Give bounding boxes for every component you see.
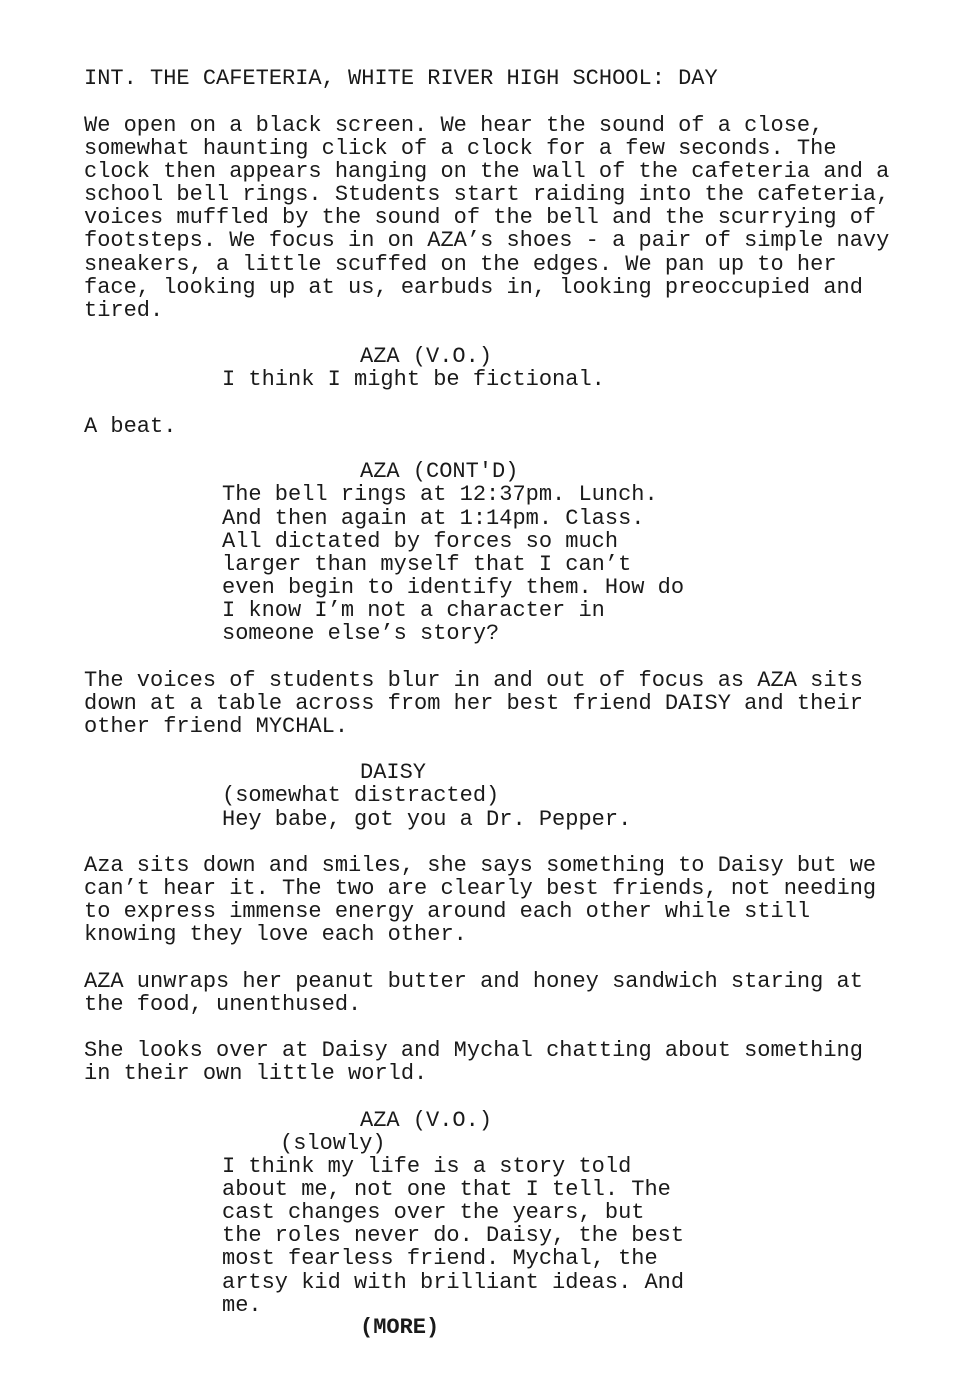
dialogue-line: someone else’s story? [222,621,500,646]
dialogue-line: I know I’m not a character in [222,598,605,623]
dialogue-line: All dictated by forces so much [222,529,619,554]
more-marker: (MORE) [360,1315,440,1340]
dialogue-line: even begin to identify them. How do [222,575,685,600]
dialogue-line: larger than myself that I can’t [222,552,632,577]
dialogue-line: artsy kid with brilliant ideas. And [222,1270,685,1295]
action-line: The voices of students blur in and out of focus as AZA sits [84,668,863,693]
action-line: sneakers, a little scuffed on the edges. We pan up to her [84,252,837,277]
action-line: down at a table across from her best friend DAISY and their [84,691,863,716]
character-cue: DAISY [360,760,427,785]
action-line: She looks over at Daisy and Mychal chatting about something [84,1038,863,1063]
dialogue-line: cast changes over the years, but [222,1200,645,1225]
action-line: A beat. [84,414,177,439]
character-cue: AZA (CONT'D) [360,459,519,484]
action-line: face, looking up at us, earbuds in, looking preoccupied and [84,275,863,300]
action-line: in their own little world. [84,1061,428,1086]
scene-heading: INT. THE CAFETERIA, WHITE RIVER HIGH SCHOOL: DAY [84,66,718,91]
dialogue-line: And then again at 1:14pm. Class. [222,506,645,531]
dialogue-line: most fearless friend. Mychal, the [222,1246,658,1271]
action-line: can’t hear it. The two are clearly best friends, not needing [84,876,877,901]
action-line: We open on a black screen. We hear the sound of a close, [84,113,824,138]
dialogue-line: me. [222,1293,262,1318]
action-line: other friend MYCHAL. [84,714,349,739]
action-line: somewhat haunting click of a clock for a few seconds. The [84,136,837,161]
action-line: school bell rings. Students start raiding into the cafeteria, [84,182,890,207]
dialogue-line: about me, not one that I tell. The [222,1177,671,1202]
parenthetical: (slowly) [280,1131,386,1156]
action-line: footsteps. We focus in on AZA’s shoes - a pair of simple navy [84,228,890,253]
parenthetical: (somewhat distracted) [222,783,500,808]
action-line: AZA unwraps her peanut butter and honey sandwich staring at [84,969,863,994]
action-line: tired. [84,298,164,323]
action-line: clock then appears hanging on the wall of the cafeteria and a [84,159,890,184]
dialogue-line: Hey babe, got you a Dr. Pepper. [222,807,632,832]
action-line: Aza sits down and smiles, she says something to Daisy but we [84,853,877,878]
dialogue-line: the roles never do. Daisy, the best [222,1223,685,1248]
dialogue-line: I think I might be fictional. [222,367,605,392]
dialogue-line: The bell rings at 12:37pm. Lunch. [222,482,658,507]
action-line: to express immense energy around each other while still [84,899,811,924]
action-line: knowing they love each other. [84,922,467,947]
action-line: the food, unenthused. [84,992,362,1017]
dialogue-line: I think my life is a story told [222,1154,632,1179]
character-cue: AZA (V.O.) [360,344,493,369]
character-cue: AZA (V.O.) [360,1108,493,1133]
action-line: voices muffled by the sound of the bell and the scurrying of [84,205,877,230]
